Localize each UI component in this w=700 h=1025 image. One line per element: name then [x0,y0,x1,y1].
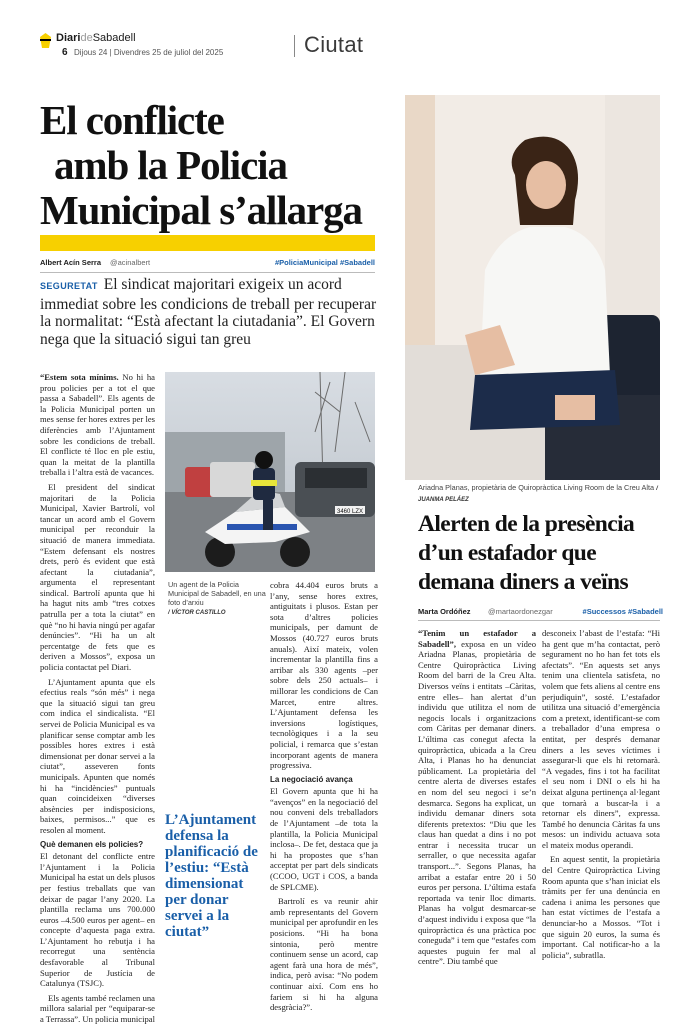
hashtags: #PoliciaMunicipal #Sabadell [274,258,375,267]
column-subheading: La negociació avança [270,774,353,784]
paragraph: Els agents també reclamen una millora salarial per “equiparar-se a Terrassa”. Un policia municipal [40,992,155,1025]
paragraph: El Govern apunta que hi ha “avenços” en la negociació del nou conveni dels treballadors de l’Ajuntament –de tota la plantilla, la Policia Municipal inclosa–. De fet, destaca que ja hi ha propostes que s’han acceptat per part dels sindicats (CCOO, UGT i COS, a banda de SPLCME). [270,786,378,892]
photo-credit: / VÍCTOR CASTILLO [168,610,226,616]
dateline: Dijous 24 | Divendres 25 de juliol del 2025 [74,48,224,57]
kicker: SEGURETAT [40,281,98,291]
headline-line: demana diners a veïns [418,569,629,595]
headline-line: Municipal s’allarga [40,187,362,233]
article-column-2 [270,580,378,1013]
hashtags: #Successos #Sabadell [582,607,663,616]
paragraph: “Tenim un estafador a Sabadell”, exposa en un vídeo Ariadna Planas, propietària de Centre Quiropràctica Living Room del barri de la Creu Alta. Diversos veïns i entitats –Càritas, entre elles– han alertat d’un individu que utilitza el nom de negocis locals i organitzacions com Càritas per demanar diners. L’última cas conegut afecta la quiropràctica, ubicada a la Creu Alta, i Planas ho ha denunciat públicament. La propietària del centre alerta de diverses estafes en nom del seu negoci i se’n desmarca. Segons ha explicat, un individu demanar diners sota diferents pretextos: “Diu que les claus han quedat a dins i no pot entrar i necessita trucar un serraller, o que necessita agafar transport...”. Segons Planas, ha arribat a estafar entre 20 i 50 euros per persona. L’última estafa reportada va tenir lloc dimarts. Planas ha volgut desmarcar-se d’aquest individu i exposa que “la quiropràctica és una pràctica poc coneguda” i tem que “estafes com aquestes puguin fer mal al centre”. Diu també que [418,628,536,967]
article-column-3 [418,628,536,967]
author-name: Albert Acín Serra [40,258,101,267]
pull-quote: L’Ajuntament defensa la planificació de l’estiu: “Està dimensionat per donar servei a la ciutat” [165,812,258,940]
byline [40,258,375,270]
subhead [40,276,378,348]
shield-logo-icon [40,33,51,48]
brand-name: DiarideSabadell [56,32,136,44]
paragraph: “Estem sota mínims. No hi ha prou policies per a tot el que passa a Sabadell”. Els agents de la Policia Municipal porten un mes sense fer hores extres per les diferències amb l’Ajuntament sobre les condicions de treball. El conflicte té lloc en ple estiu, quan la meitat de la plantilla treballa i l’altra està de vacances. [40,372,155,478]
paragraph: El president del sindicat majoritari de la Policia Municipal, Xavier Bartrolí, vol tancar un acord amb el Govern municipal per reconduir la situació de manera immediata. “Estem defensant els nostres drets, però és evident que està afectant la ciutadania”, argumenta el representant sindical. Bartrolí apunta que hi ha hagut nits amb “tres cotxes patrulla per a tota la ciutat” en què “no hi havia ningú per agafar denúncies”. “Hi ha un alt percentatge de fets que es deriven a Mossos”, exposa un policia contactat pel Diari. [40,481,156,673]
article-column-4 [542,628,660,960]
author-name: Marta Ordóñez [418,607,471,616]
paragraph: Bartrolí es va reunir ahir amb representants del Govern municipal per aprofundir en les posicions. “Hi ha bona sintonia, però mentre continuem sense un acord, cap agent farà una hora de més”, indica, però avisa: “No podem continuar així. Com ens ho fariem si hi ha alguna desgràcia?”. [270,896,378,1013]
author-handle: @martaordonezgar [488,607,553,616]
photo-credit: / JUANMA PELÁEZ [418,486,658,503]
paragraph: En aquest sentit, la propietària del Centre Quiropràctica Living Room apunta que s’han iniciat els tràmits per fer una denúncia en cadena i anima les persones que han estat víctimes de l’estafa a denunciar-ho a Mossos. “Tot i que siguin 20 euros, la suma és important. Cal notificar-ho a la policia”, subratlla. [542,854,660,960]
paragraph: desconeix l’abast de l’estafa: “Hi ha gent que m’ha contactat, però segurament no ho han fet tots els afectats”. “En aquests set anys tenim una clientela satisfeta, no volem que fets aliens al centre ens perjudiquin”, sosté. L’estafador utilitza una situació d’emergència com a pretext, identificant-se com a treballador d’una empresa o entitat, per després demanar diners a les seves víctimes i assegurar-li que els hi retornarà. “A vegades, fins i tot ha facilitat el seu nom i DNI o els hi ha deixat alguna pertinença al·legant que tornarà a buscar-la i a retornar els diners”, expressa. També ho denuncia Càritas fa uns mesos: un individu actuava sota el mateix modus operandi. [542,628,660,850]
masthead [40,32,660,60]
headline-line: El conflicte [40,97,224,143]
police-motorcycle-photo [165,372,375,572]
article-column-1 [40,372,156,1025]
byline [418,607,663,619]
author-handle: @acinalbert [110,258,151,267]
subhead-text: El sindicat majoritari exigeix un acord immediat sobre les condicions de treball per recuperar la normalitat: “Està afectant la ciutadania”. El Govern nega que la situació sigui tan greu [40,276,377,348]
divider [40,272,375,273]
headline-line: amb la Policia [54,142,287,188]
secondary-headline [418,510,663,597]
section-divider [294,35,295,57]
divider [418,620,660,621]
photo-caption: Un agent de la Policia Municipal de Sabadell, en una foto d’arxiu / VÍCTOR CASTILLO [168,580,266,616]
page-number: 6 [62,47,68,58]
headline-line: d’un estafador que [418,540,597,566]
paragraph: El detonant del conflicte entre l’Ajuntament i la Policia Municipal ha estat un dels plusos per festius treballats que van deixar de pagar l’any 2020. La plantilla reclama uns 700.000 euros –4.500 euros per agent– en concepte d’aquesta paga extra. L’Ajuntament ho rebutja i ha recorregut una sentència desfavorable al Tribunal Superior de Justícia de Catalunya (TSJC). [40,851,155,989]
license-plate-text: 3460 LZX [336,509,364,515]
chiropractor-portrait-photo [405,95,660,480]
column-subheading: Què demanen els policies? [40,839,144,849]
paragraph: L’Ajuntament apunta que els efectius reals “són més” i nega que la situació sigui tan greu com indica el sindicalista. “El servei de Policia Municipal es va planificar sense comptar amb les possibles hores extres i està dimensionat per donar servei a la ciutat”, asseveren fonts municipals. Apunten que només hi ha “incidències” puntuals quan coincideixen “diverses absències per indisposicions, baixes, permisos...” que es resolen al moment. [40,676,155,835]
headline-line: Alerten de la presència [418,511,635,537]
photo-caption: Ariadna Planas, propietària de Quiropràctica Living Room de la Creu Alta / JUANMA PELÁEZ [418,483,658,503]
paragraph: cobra 44.404 euros bruts a l’any, sense hores extres, antiguitats i plusos. Estan per sota d’altres policies municipals, per damunt de Mossos (40.727 euros bruts anuals). Així mateix, volen incrementar la plantilla fins a arribar als 330 agents –per sobre dels 250 actuals– i millorar les condicions de Can Marcet, entre altres. L’Ajuntament defensa les inversions logístiques, tecnològiques i a la seu policial, i remarca que s’estan incorporant agents de manera progressiva. [270,580,378,771]
yellow-highlight-bar [40,235,375,251]
main-headline [40,98,380,233]
section-title: Ciutat [304,32,364,57]
